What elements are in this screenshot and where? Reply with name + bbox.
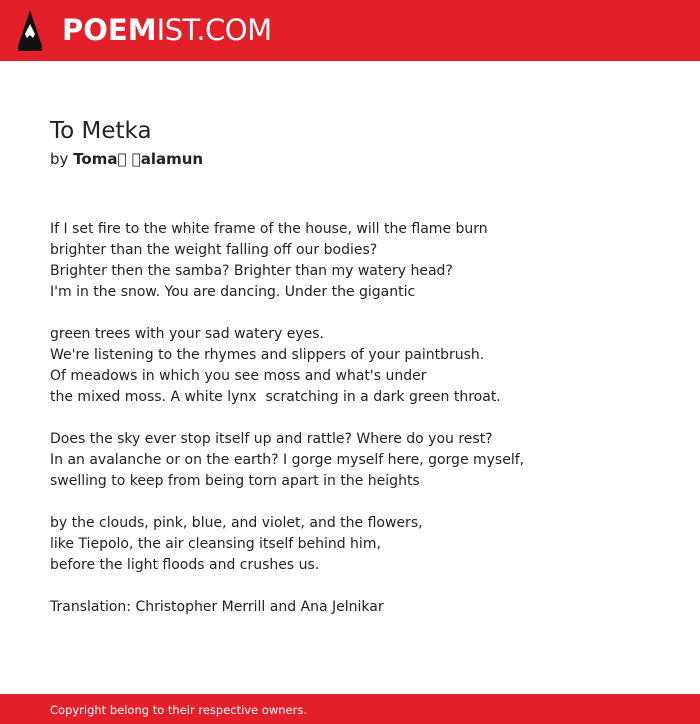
poem-line: like Tiepolo, the air cleansing itself behind him, (50, 536, 381, 552)
poem-line: by the clouds, pink, blue, and violet, and the flowers, (50, 515, 423, 531)
copyright-text: Copyright belong to their respective owners. (50, 703, 308, 717)
logo-brand-thin: IST.COM (156, 13, 272, 47)
poem-body (50, 219, 670, 576)
stanza-break (50, 408, 670, 429)
poem-line: the mixed moss. A white lynx scratching in a dark green throat. (50, 389, 501, 405)
pencil-icon[interactable] (18, 10, 42, 51)
site-header (0, 0, 700, 61)
poem-line: In an avalanche or on the earth? I gorge myself here, gorge myself, (50, 452, 525, 468)
poem-author-link[interactable]: Toma   alamun (73, 150, 204, 168)
stanza-break (50, 492, 670, 513)
poem-line: Of meadows in which you see moss and what's under (50, 368, 427, 384)
site-logo[interactable] (62, 12, 272, 48)
poem-line: swelling to keep from being torn apart in the heights (50, 473, 420, 489)
poem-line: I'm in the snow. You are dancing. Under the gigantic (50, 284, 416, 300)
stanza-break (50, 303, 670, 324)
site-footer (0, 694, 700, 724)
poem-line: before the light floods and crushes us. (50, 557, 320, 573)
poem-line: Does the sky ever stop itself up and rattle? Where do you rest? (50, 431, 493, 447)
by-label: by (50, 150, 69, 168)
poem-byline (50, 148, 203, 170)
translation-credit: Translation: Christopher Merrill and Ana Jelnikar (50, 599, 384, 615)
poem-line: green trees with your sad watery eyes. (50, 326, 324, 342)
poem-line: brighter than the weight falling off our bodies? (50, 242, 378, 258)
logo-brand-bold: POEM (62, 13, 157, 47)
poem-line: If I set fire to the white frame of the house, will the flame burn (50, 221, 488, 237)
poem-title: To Metka (50, 118, 152, 144)
poem-line: Brighter then the samba? Brighter than my watery head? (50, 263, 453, 279)
poem-line: We're listening to the rhymes and slippers of your paintbrush. (50, 347, 485, 363)
